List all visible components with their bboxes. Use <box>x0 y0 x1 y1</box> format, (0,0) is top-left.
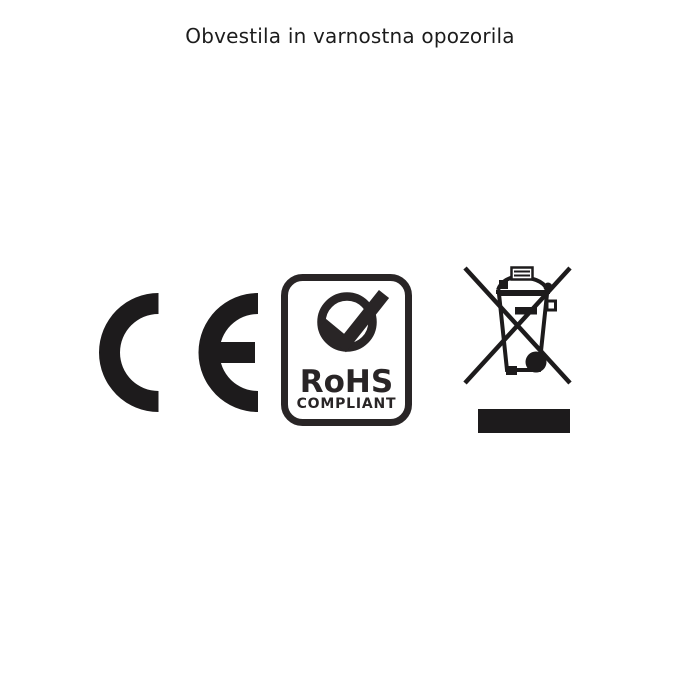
ce-letter-c <box>99 293 158 412</box>
weee-bin-wheel <box>526 352 547 373</box>
ce-mark-icon <box>92 292 258 413</box>
weee-bin-side-handle <box>547 301 556 310</box>
rohs-text-group <box>297 364 397 412</box>
weee-bin-sticker <box>515 307 537 315</box>
rohs-title-text: RoHS <box>299 364 394 400</box>
weee-outline-group <box>465 268 570 383</box>
weee-lid-handle <box>512 268 533 280</box>
weee-black-bar <box>478 409 570 433</box>
rohs-mark-icon <box>281 274 412 426</box>
weee-lid-left-knob <box>499 280 508 289</box>
ce-letters <box>99 293 258 412</box>
weee-lid-right-knob <box>544 283 553 292</box>
weee-bin-foot <box>506 366 517 375</box>
rohs-subtitle-text: COMPLIANT <box>296 396 397 412</box>
page-title: Obvestila in varnostna opozorila <box>185 24 515 48</box>
ce-letter-e-bar <box>216 342 255 363</box>
weee-mark-icon <box>460 262 575 434</box>
